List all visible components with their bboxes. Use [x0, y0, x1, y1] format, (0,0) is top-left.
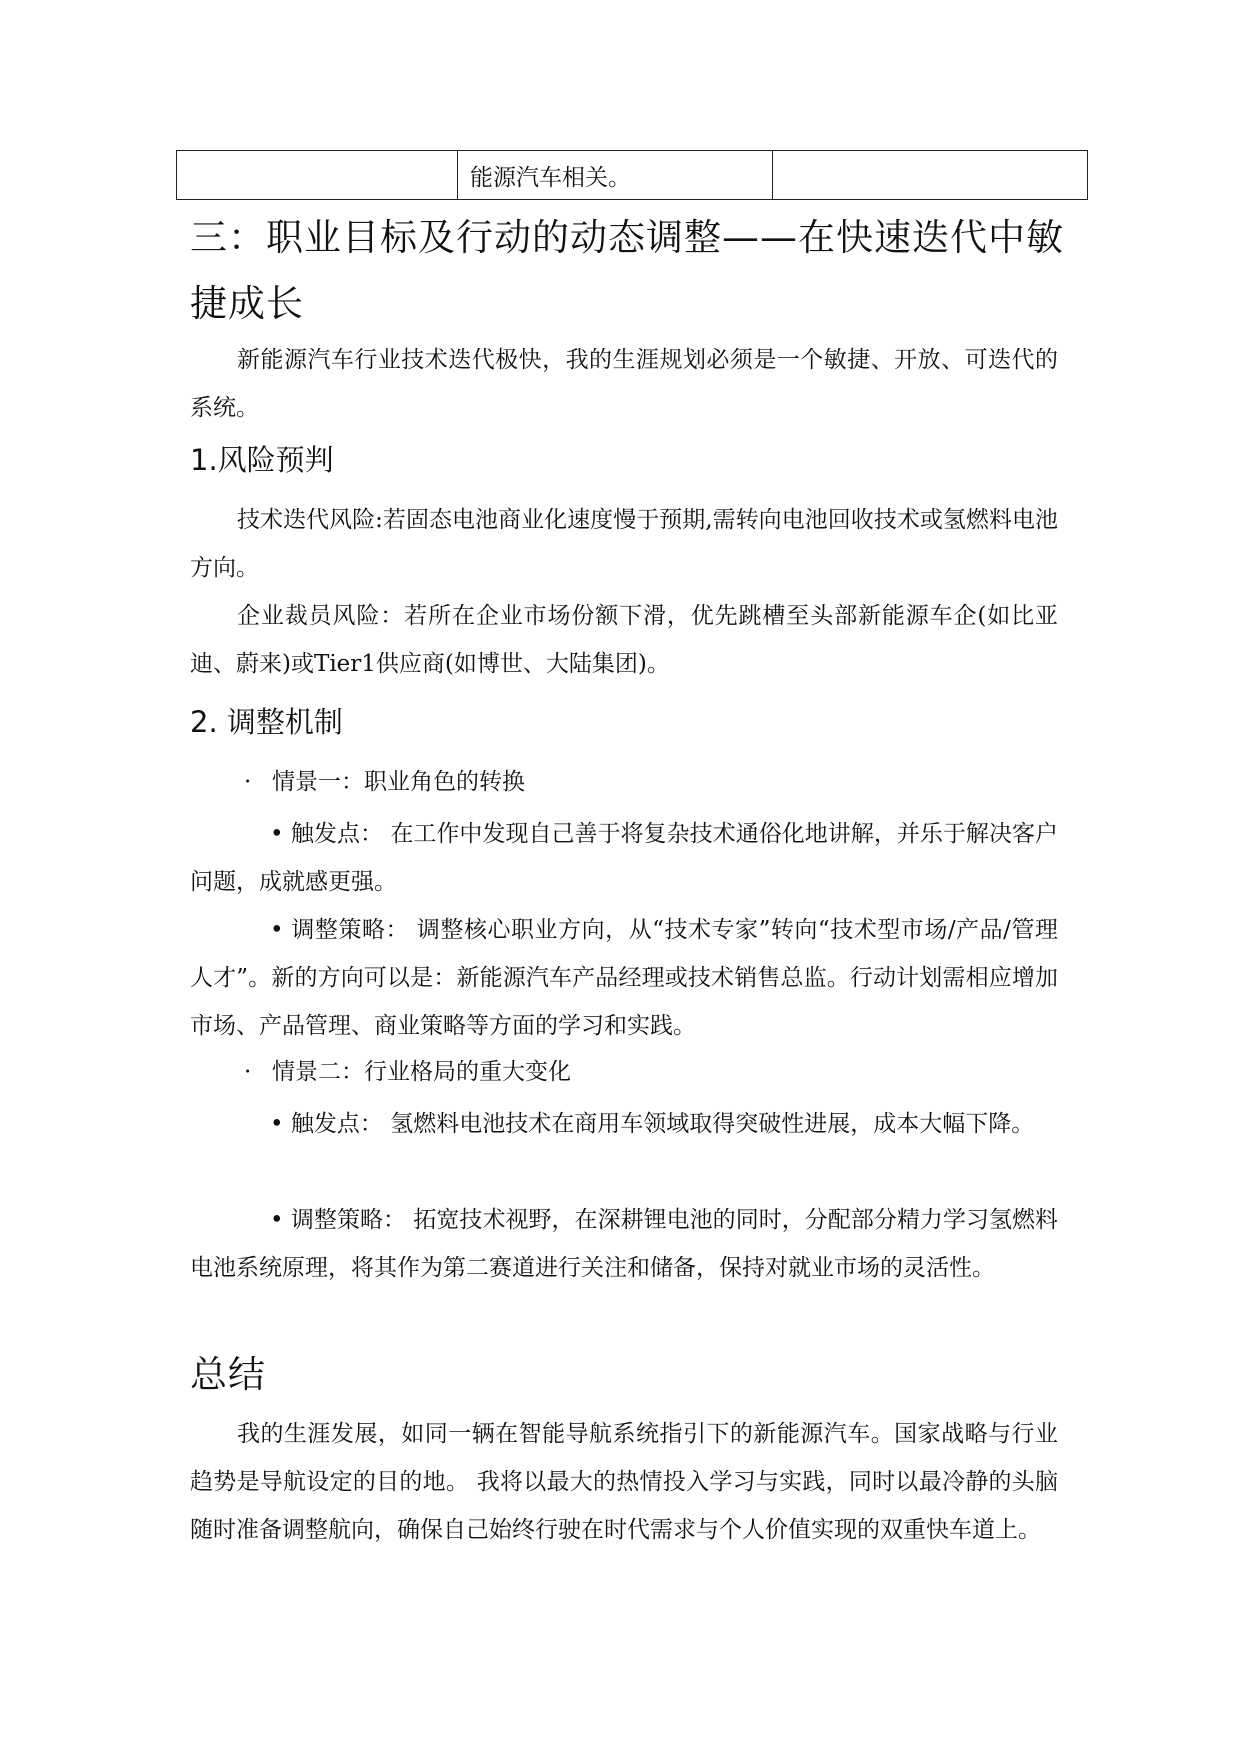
- risk-item-layoff: 企业裁员风险：若所在企业市场份额下滑，优先跳槽至头部新能源车企(如比亚迪、蔚来)或Tier1供应商(如博世、大陆集团)。: [190, 603, 1058, 677]
- trigger-text: 在工作中发现自己善于将复杂技术通俗化地讲解，并乐于解决客户问题，成就感更强。: [190, 821, 1058, 895]
- trigger-label: • 触发点：: [270, 1111, 383, 1137]
- scenario1-text: ：职业角色的转换: [341, 769, 525, 795]
- table-row: [177, 151, 1088, 200]
- strategy-text: 拓宽技术视野，在深耕锂电池的同时，分配部分精力学习氢燃料电池系统原理，将其作为第二赛道进行关注和储备，保持对就业市场的灵活性。: [190, 1207, 1059, 1281]
- summary-title: 总结: [190, 1353, 266, 1396]
- summary-text: 我的生涯发展，如同一辆在智能导航系统指引下的新能源汽车。国家战略与行业趋势是导航设定的目的地。 我将以最大的热情投入学习与实践，同时以最冷静的头脑随时准备调整航向，确保自己始终行驶在时代需求与个人价值实现的双重快车道上。: [190, 1421, 1058, 1543]
- plan-table-row: [176, 150, 1088, 200]
- bullet-dot-icon: ·: [244, 1059, 252, 1085]
- strategy-label: • 调整策略：: [270, 1207, 407, 1233]
- adjust-heading: 2. 调整机制: [190, 705, 343, 739]
- table-cell-3: [773, 151, 1088, 200]
- scenario2-label: 情景二: [272, 1059, 341, 1085]
- risk-heading: 1.风险预判: [190, 443, 334, 477]
- scenario1-trigger: [190, 810, 1058, 906]
- bullet-dot-icon: ·: [244, 769, 252, 795]
- trigger-text: 氢燃料电池技术在商用车领域取得突破性进展，成本大幅下降。: [390, 1111, 1035, 1137]
- risk-item-tech: 技术迭代风险:若固态电池商业化速度慢于预期,需转向电池回收技术或氢燃料电池方向。: [190, 507, 1058, 581]
- scenario2-text: ：行业格局的重大变化: [341, 1059, 571, 1085]
- scenario1-heading: [244, 762, 525, 802]
- table-cell-2: 能源汽车相关。: [458, 151, 773, 200]
- scenario1-strategy: [190, 906, 1058, 1050]
- strategy-label: • 调整策略：: [270, 917, 410, 943]
- scenario2-strategy: [190, 1196, 1058, 1292]
- scenario1-label: 情景一: [272, 769, 341, 795]
- table-cell-1: [177, 151, 458, 200]
- trigger-label: • 触发点：: [270, 821, 383, 847]
- scenario2-heading: [244, 1052, 571, 1092]
- section3-title: 三：职业目标及行动的动态调整——在快速迭代中敏捷成长: [190, 216, 1064, 325]
- scenario2-trigger: [190, 1100, 1058, 1148]
- strategy-text: 调整核心职业方向，从“技术专家”转向“技术型市场/产品/管理人才”。新的方向可以是：新能源汽车产品经理或技术销售总监。行动计划需相应增加市场、产品管理、商业策略等方面的学习和实践。: [190, 917, 1058, 1039]
- section3-intro: 新能源汽车行业技术迭代极快，我的生涯规划必须是一个敏捷、开放、可迭代的系统。: [190, 347, 1058, 421]
